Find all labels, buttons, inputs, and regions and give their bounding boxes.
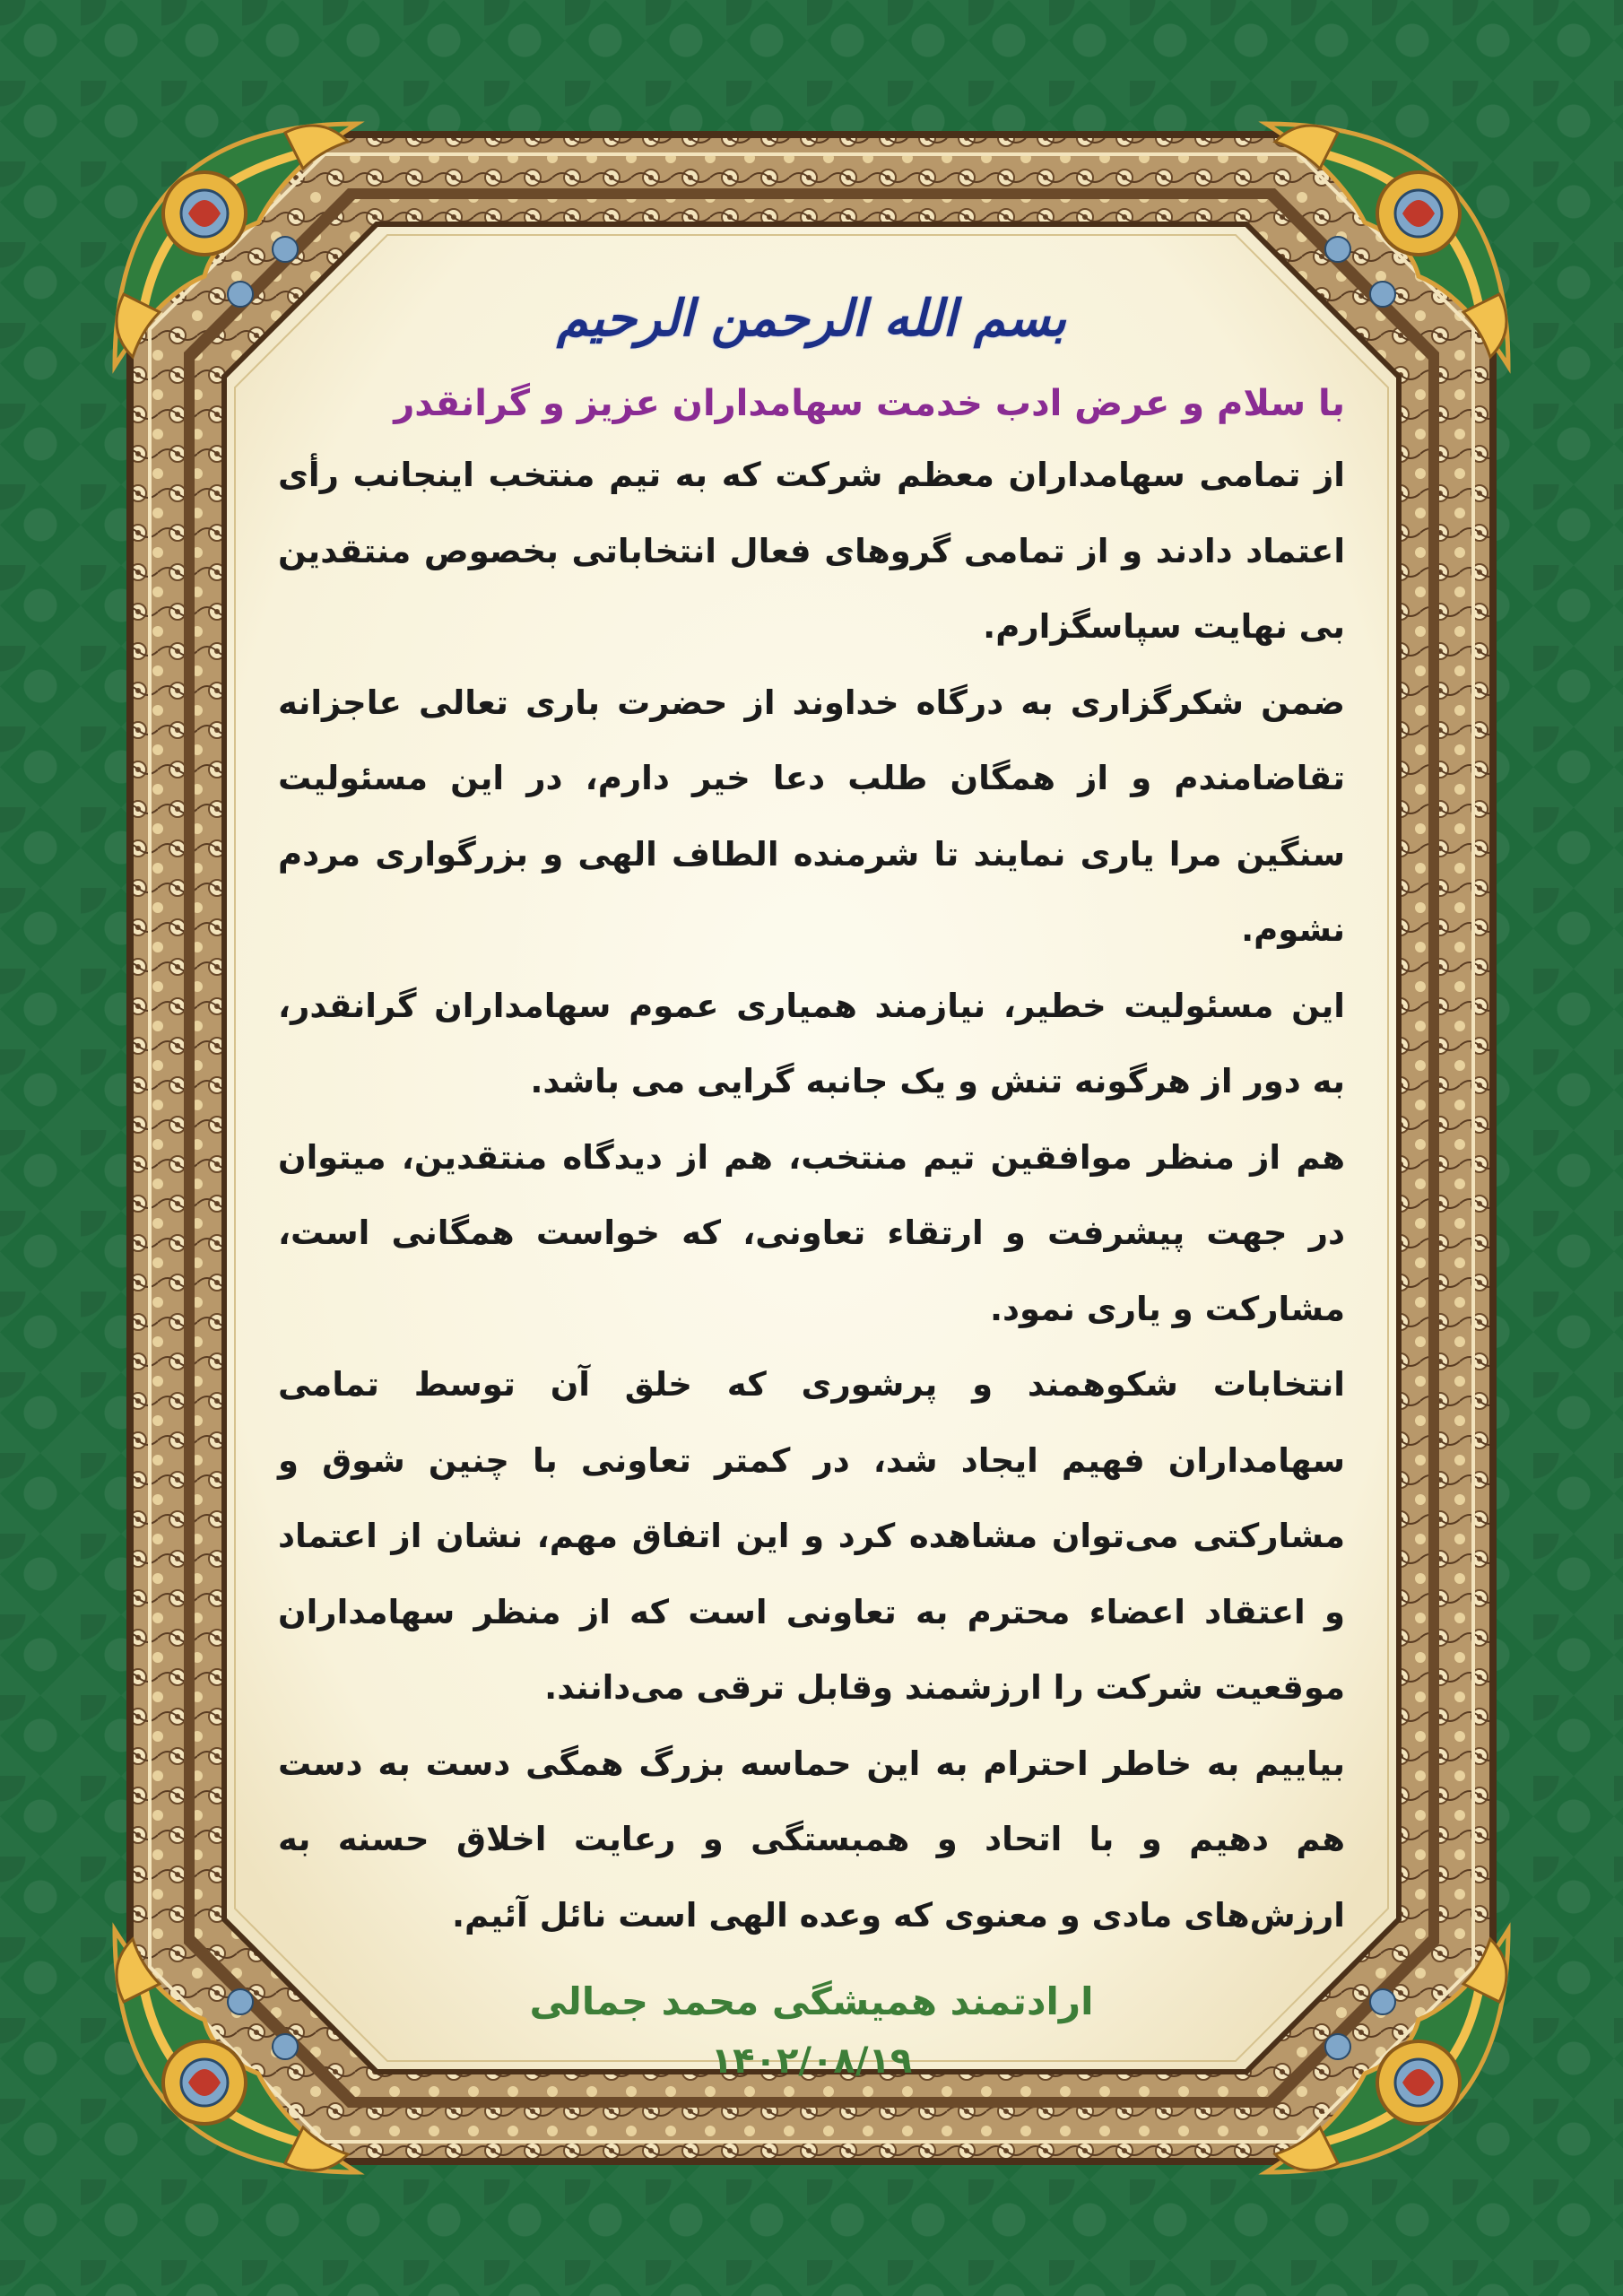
signature: ارادتمند همیشگی محمد جمالی (529, 1979, 1094, 2023)
letter-body (278, 269, 1345, 2082)
paragraph-6: بیاییم به خاطر احترام به این حماسه بزرگ همگی دست به دست هم دهیم و با اتحاد و همبستگی و رعایت اخلاق حسنه به ارزش‌های مادی و معنوی که وعده الهی است نائل آئیم. (278, 1744, 1345, 1935)
paragraph-4: هم از منظر موافقین تیم منتخب، هم از دیدگاه منتقدین، میتوان در جهت پیشرفت و ارتقاء تعاونی، که خواست همگانی است، مشارکت و یاری نمود. (278, 1137, 1345, 1328)
greeting-line: با سلام و عرض ادب خدمت سهامداران عزیز و گرانقدر (394, 383, 1345, 424)
paragraph-5: انتخابات شکوهمند و پرشوری که خلق آن توسط تمامی سهامداران فهیم ایجاد شد، در کمتر تعاونی با چنین شوق و مشارکتی می‌توان مشاهده کرد و این اتفاق مهم، نشان از اعتماد و اعتقاد اعضاء محترم به تعاونی است که از منظر سهامداران موقعیت شرکت را ارزشمند وقابل ترقی می‌دانند. (278, 1365, 1345, 1707)
paragraph-2: ضمن شکرگزاری به درگاه خداوند از حضرت باری تعالی عاجزانه تقاضامندم و از همگان طلب دعا خیر دارم، در این مسئولیت سنگین مرا یاری نمایند تا شرمنده الطاف الهی و بزرگواری مردم نشوم. (278, 683, 1345, 949)
letter-date: ۱۴۰۲/۰۸/۱۹ (710, 2040, 913, 2082)
paragraph-1: از تمامی سهامداران معظم شرکت که به تیم منتخب اینجانب رأی اعتماد دادند و از تمامی گروهای فعال انتخاباتی بخصوص منتقدین بی نهایت سپاسگزارم. (278, 456, 1345, 646)
paragraph-3: این مسئولیت خطیر، نیازمند همیاری عموم سهامداران گرانقدر، به دور از هرگونه تنش و یک جانبه گرایی می باشد. (278, 986, 1345, 1100)
basmala-calligraphy: بسم الله الرحمن الرحیم (557, 289, 1066, 348)
